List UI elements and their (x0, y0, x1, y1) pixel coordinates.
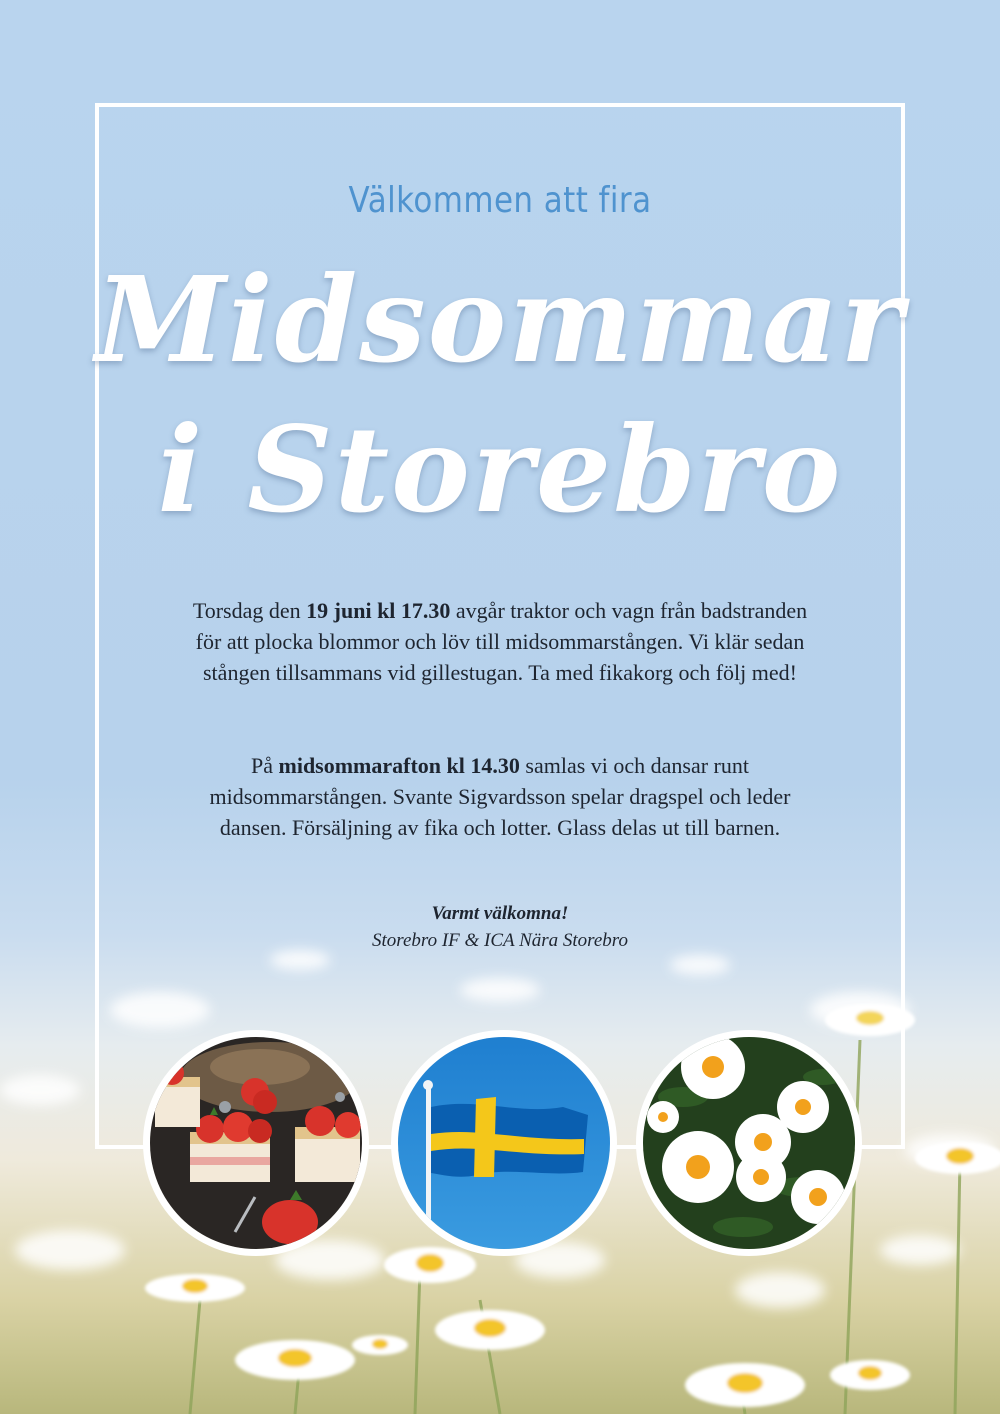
paragraph-eve-text-1: På (251, 753, 279, 778)
strawberry-cake-photo (143, 1030, 369, 1256)
swedish-flag-photo (391, 1030, 617, 1256)
welcome-heading: Välkommen att fira (348, 180, 652, 221)
paragraph-thursday (180, 595, 820, 688)
title-line-1: Midsommar (95, 250, 905, 389)
signoff: Varmt välkomna! (431, 903, 569, 924)
paragraph-thursday-text-2: avgår traktor och vagn från badstranden för att plocka blommor och löv till midsommarstången. Vi klär sedan stången tillsammans vid gillestugan. Ta med fikakorg och följ med! (195, 598, 808, 685)
title-line-2: i Storebro (157, 400, 843, 539)
paragraph-eve-text-2: samlas vi och dansar runt midsommarstången. Svante Sigvardsson spelar dragspel och leder dansen. Försäljning av fika och lotter. Glass delas ut till barnen. (209, 753, 791, 840)
organizers: Storebro IF & ICA Nära Storebro (372, 930, 628, 951)
paragraph-thursday-text-1: Torsdag den (192, 598, 307, 623)
paragraph-thursday-date: 19 juni kl 17.30 (306, 598, 451, 623)
daisies-photo (636, 1030, 862, 1256)
paragraph-eve-date: midsommarafton kl 14.30 (278, 753, 520, 778)
paragraph-midsummer-eve (180, 750, 820, 843)
